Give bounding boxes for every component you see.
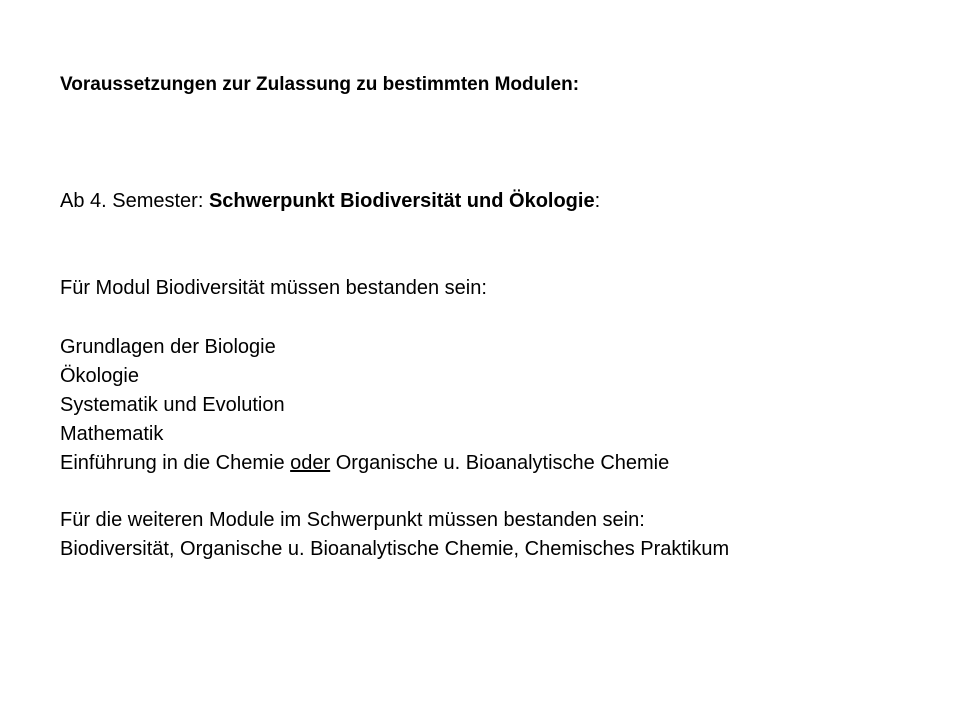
requirement-item: Ökologie xyxy=(60,365,139,387)
requirement-item: Systematik und Evolution xyxy=(60,394,285,416)
biodiversity-intro: Für Modul Biodiversität müssen bestanden sein: xyxy=(60,277,487,299)
focus-area: Schwerpunkt Biodiversität und Ökologie xyxy=(208,190,595,212)
requirement-item: Grundlagen der Biologie xyxy=(60,336,276,358)
semester-line xyxy=(60,189,600,213)
page-title: Voraussetzungen zur Zulassung zu bestimmten Modulen: xyxy=(60,74,580,95)
semester-suffix: : xyxy=(594,190,601,212)
chemistry-requirement xyxy=(60,451,669,475)
further-modules-intro: Für die weiteren Module im Schwerpunkt müssen bestanden sein: xyxy=(60,509,645,531)
chemistry-option-1: Einführung in die Chemie xyxy=(60,452,291,474)
further-requirements: Biodiversität, Organische u. Bioanalytische Chemie, Chemisches Praktikum xyxy=(60,538,730,560)
requirement-item: Mathematik xyxy=(60,423,164,445)
semester-prefix: Ab 4. Semester: xyxy=(60,190,209,212)
chemistry-option-2: Organische u. Bioanalytische Chemie xyxy=(330,452,670,474)
chemistry-connector: oder xyxy=(290,452,331,474)
